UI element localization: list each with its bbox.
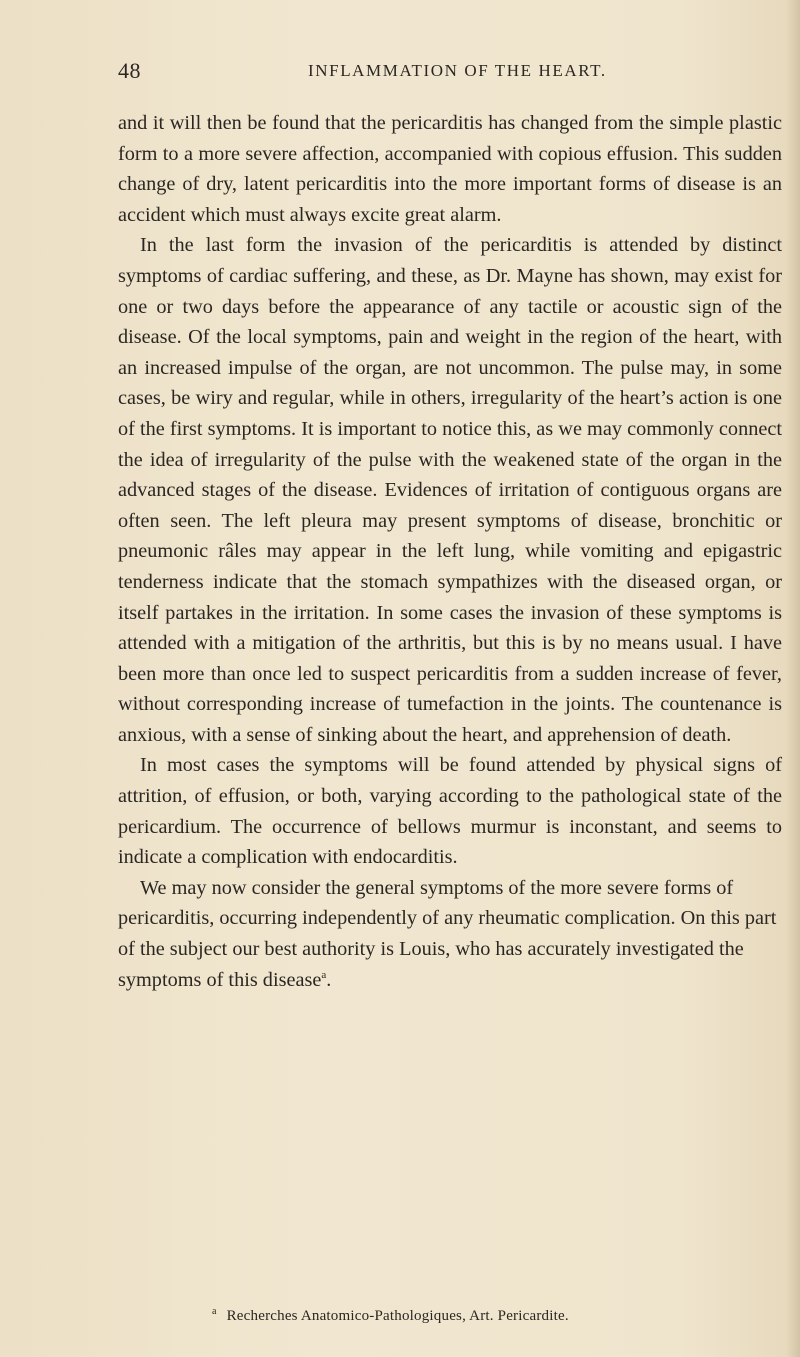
footnote (212, 1308, 569, 1325)
page-edge-shadow (786, 0, 800, 1357)
running-title: INFLAMMATION OF THE HEART. (308, 61, 607, 80)
page-number: 48 (118, 58, 141, 83)
paragraph-physical-signs: In most cases the symptoms will be found attended by physical signs of attrition, of effusion, or both, varying according to the pathological state of the pericardium. The occurrence of bellows murmur is inconstant, and seems to indicate a complication with endocarditis. (118, 754, 782, 869)
paragraph-general-symptoms-text: We may now consider the general symptoms of the more severe forms of pericarditis, occurring independently of any rheumatic complication. On this part of the subject our best authority is Louis, who has accurately investigated the symptoms of this disease (118, 876, 777, 991)
footnote-text: Recherches Anatomico-Pathologiques, Art. Pericardite. (226, 1308, 569, 1324)
running-head (118, 58, 718, 88)
paragraph-general-symptoms (118, 873, 782, 995)
sentence-period: . (326, 968, 332, 991)
footnote-marker: a (212, 1306, 217, 1317)
footnote-reference-mark: a (321, 968, 327, 981)
paragraph-continuation: and it will then be found that the pericarditis has changed from the simple plastic form to a more severe affection, accompanied with copious effusion. This sudden change of dry, latent pericarditis into the more important forms of disease is an accident which must always excite great alarm. (118, 112, 782, 226)
body-text (118, 108, 782, 995)
paragraph-invasion-symptoms: In the last form the invasion of the pericarditis is attended by distinct symptoms of cardiac suffering, and these, as Dr. Mayne has shown, may exist for one or two days before the appearance of any tactile or acoustic sign of the disease. Of the local symptoms, pain and weight in the region of the heart, with an increased impulse of the organ, are not uncommon. The pulse may, in some cases, be wiry and regular, while in others, irregularity of the heart’s action is one of the first symptoms. It is important to notice this, as we may commonly connect the idea of irregularity of the pulse with the weakened state of the organ in the advanced stages of the disease. Evidences of irritation of contiguous organs are often seen. The left pleura may present symptoms of disease, bronchitic or pneumonic râles may appear in the left lung, while vomiting and epigastric tenderness indicate that the stomach sympathizes with the diseased organ, or itself partakes in the irritation. In some cases the invasion of these symptoms is attended with a mitigation of the arthritis, but this is by no means usual. I have been more than once led to suspect pericarditis from a sudden increase of fever, without corresponding increase of tumefaction in the joints. The countenance is anxious, with a sense of sinking about the heart, and apprehension of death. (118, 234, 782, 746)
